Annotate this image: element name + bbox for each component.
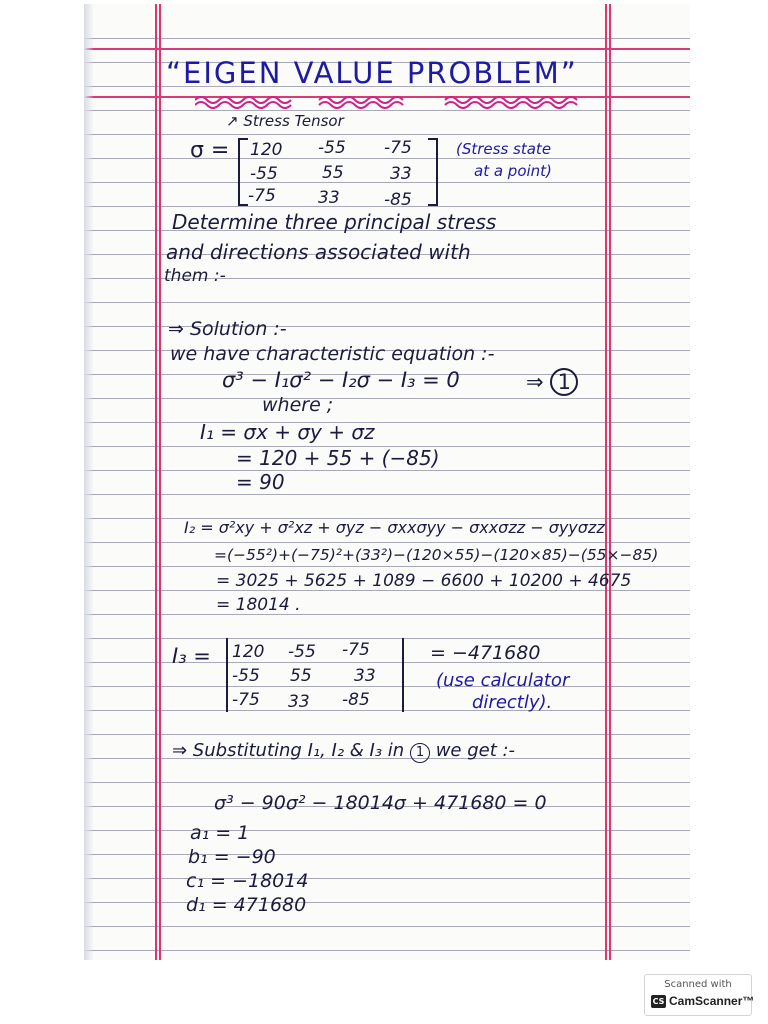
matrix-cell: -75: [248, 186, 276, 206]
characteristic-equation: σ³ − I₁σ² − I₂σ − I₃ = 0: [222, 368, 460, 392]
matrix-note-line-1: (Stress state: [456, 140, 552, 158]
equation-arrow: [526, 368, 578, 396]
watermark-brand: CamScanner™: [669, 994, 755, 1008]
sigma-equals: σ =: [190, 138, 230, 163]
i1-substitution: = 120 + 55 + (−85): [236, 446, 440, 470]
substituting-line: [172, 740, 515, 763]
equation-number-1: 1: [550, 368, 578, 396]
coefficient-a: a₁ = 1: [190, 822, 250, 844]
left-margin-line-2: [159, 4, 161, 960]
page-edge-shadow: [84, 4, 94, 960]
problem-line-2: and directions associated with: [166, 240, 471, 264]
equation-arrow-glyph: ⇒: [526, 370, 544, 394]
where-label: where ;: [262, 394, 334, 416]
substituting-text: ⇒ Substituting I₁, I₂ & I₃ in: [172, 740, 405, 761]
problem-line-1: Determine three principal stress: [172, 210, 497, 234]
matrix-right-bracket: [428, 138, 438, 206]
right-margin-line-2: [609, 4, 611, 960]
det-cell: 33: [288, 692, 310, 712]
stress-matrix: [238, 138, 438, 208]
header-line: [84, 48, 690, 50]
title-underline-scribble: [195, 92, 595, 110]
characteristic-intro: we have characteristic equation :-: [170, 343, 495, 365]
det-cell: 120: [232, 642, 265, 662]
det-cell: -55: [288, 642, 316, 662]
i3-value: = −471680: [430, 642, 541, 664]
problem-line-3: them :-: [164, 266, 226, 286]
i2-expansion: = 3025 + 5625 + 1089 − 6600 + 10200 + 4675: [216, 571, 632, 591]
matrix-cell: 33: [390, 164, 412, 184]
coefficient-b: b₁ = −90: [188, 846, 276, 868]
det-right-bar: [402, 638, 404, 712]
i3-note-line-2: directly).: [472, 692, 553, 713]
stress-tensor-label: ↗ Stress Tensor: [226, 112, 344, 130]
matrix-cell: 120: [250, 140, 283, 160]
i3-note-line-1: (use calculator: [436, 670, 570, 691]
substituting-tail: we get :-: [435, 740, 516, 761]
watermark-caption: Scanned with: [664, 979, 732, 990]
det-cell: 55: [290, 666, 312, 686]
matrix-cell: -85: [384, 190, 412, 210]
solution-heading: ⇒ Solution :-: [168, 318, 287, 340]
left-margin-line: [155, 4, 157, 960]
right-margin-line: [605, 4, 607, 960]
matrix-cell: -55: [318, 138, 346, 158]
matrix-cell: -75: [384, 138, 412, 158]
det-left-bar: [226, 638, 228, 712]
det-cell: -75: [342, 640, 370, 660]
matrix-note-line-2: at a point): [474, 162, 552, 180]
coefficient-d: d₁ = 471680: [186, 894, 307, 916]
matrix-left-bracket: [238, 138, 248, 206]
i1-definition: I₁ = σx + σy + σz: [200, 420, 375, 444]
coefficient-c: c₁ = −18014: [186, 870, 309, 892]
camscanner-watermark: [644, 974, 755, 1016]
i1-result: = 90: [236, 470, 285, 494]
i3-determinant: [226, 638, 406, 714]
camscanner-logo-icon: CS: [652, 997, 665, 1006]
det-cell: -85: [342, 690, 370, 710]
matrix-cell: 33: [318, 188, 340, 208]
i2-substitution: =(−55²)+(−75)²+(33²)−(120×55)−(120×85)−(55×−85): [214, 546, 659, 564]
i2-definition: I₂ = σ²xy + σ²xz + σyz − σxxσyy − σxxσzz − σyyσzz: [184, 518, 605, 537]
det-cell: -75: [232, 690, 260, 710]
det-cell: -55: [232, 666, 260, 686]
equation-ref-1: 1: [410, 743, 430, 763]
i3-label: I₃ =: [172, 644, 211, 668]
matrix-cell: -55: [250, 164, 278, 184]
i2-result: = 18014 .: [216, 595, 301, 615]
matrix-cell: 55: [322, 163, 344, 183]
page-title: “EIGEN VALUE PROBLEM”: [166, 56, 578, 90]
det-cell: 33: [354, 666, 376, 686]
cubic-equation: σ³ − 90σ² − 18014σ + 471680 = 0: [214, 792, 547, 814]
